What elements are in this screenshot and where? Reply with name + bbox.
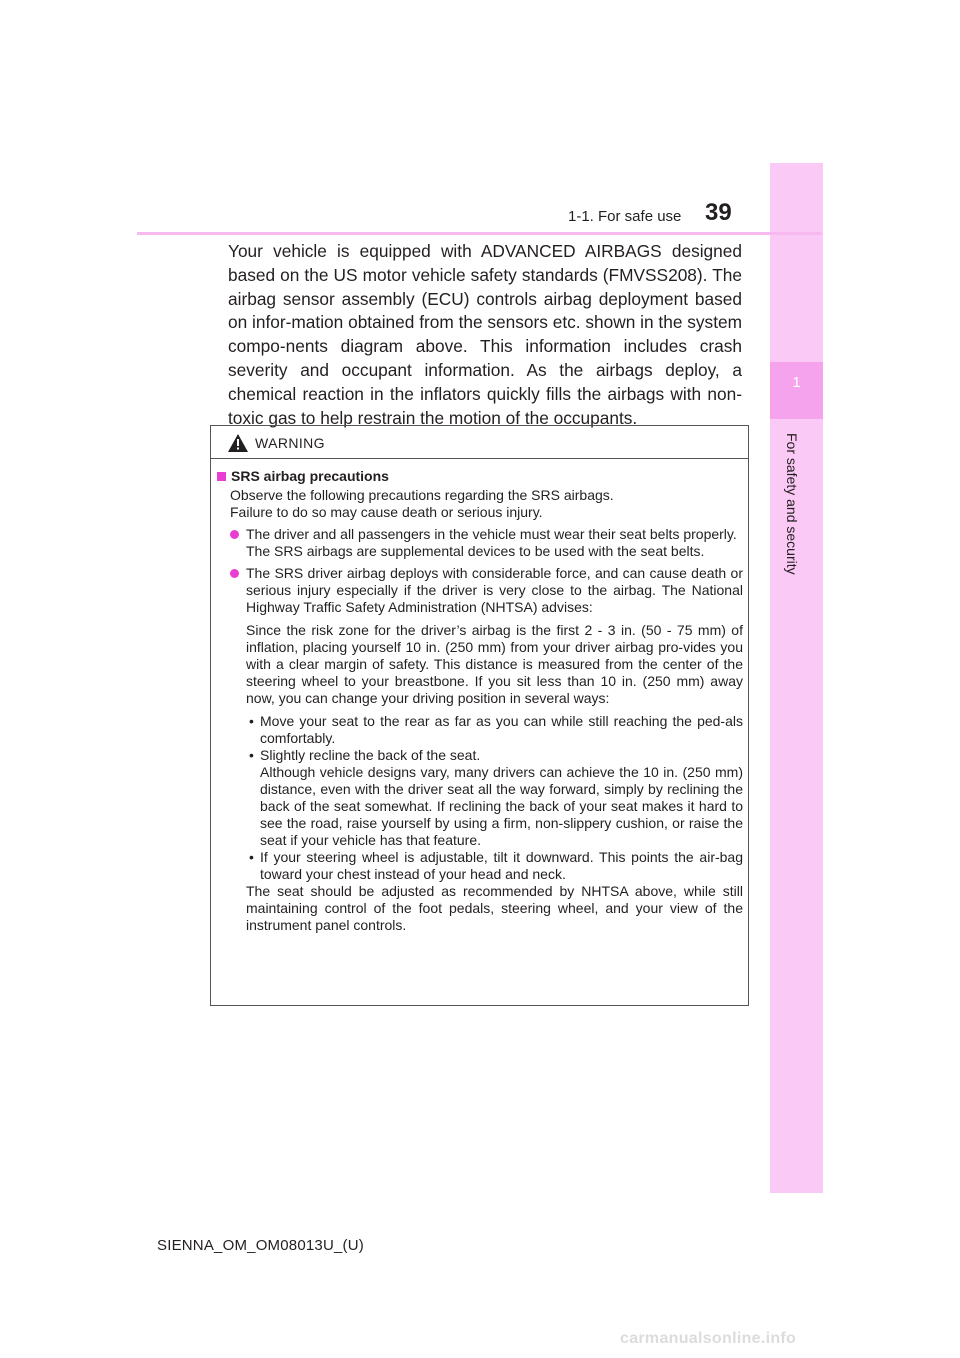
list-item — [246, 849, 743, 883]
bullet-text — [246, 565, 743, 616]
list-item-text: • If your steering wheel is adjustable, tilt it downward. This points the air-bag toward your chest instead of your head and neck. — [260, 849, 743, 882]
closing-paragraph: The seat should be adjusted as recommended by NHTSA above, while still maintaining control of the foot pedals, steering wheel, and your view of the instrument panel controls. — [246, 883, 743, 933]
circle-bullet-icon — [230, 530, 239, 539]
bullet-line: The SRS driver airbag deploys with considerable force, and can cause death or serious injury especially if the driver is very close to the airbag. The National Highway Traffic Safety Administration (NHTSA) advises: — [246, 565, 743, 615]
watermark: carmanualsonline.info — [620, 1330, 797, 1347]
bullet-text — [246, 526, 743, 560]
list-item-text: • Move your seat to the rear as far as you can while still reaching the ped-als comfortably. — [260, 713, 743, 746]
intro-paragraph: Your vehicle is equipped with ADVANCED AIRBAGS designed based on the US motor vehicle safety standards (FMVSS208). The airbag sensor assembly (ECU) controls airbag deployment based on infor-mation obtained from the sensors etc. shown in the system compo-nents diagram above. This information includes crash severity and occupant information. As the airbags deploy, a chemical reaction in the inflators quickly fills the airbags with non-toxic gas to help restrain the motion of the occupants. — [228, 241, 742, 428]
document-code: SIENNA_OM_OM08013U_(U) — [157, 1237, 364, 1254]
risk-zone-paragraph: Since the risk zone for the driver’s airbag is the first 2 - 3 in. (50 - 75 mm) of inflation, placing yourself 10 in. (250 mm) from your driver airbag pro-vides you with a clear margin of safety. This distance is measured from the center of the steering wheel to your breastbone. If you sit less than 10 in. (250 mm) away now, you can change your driving position in several ways: — [246, 622, 743, 706]
list-item — [246, 747, 743, 849]
chapter-sidebar — [770, 163, 823, 1193]
list-item-text: Although vehicle designs vary, many drivers can achieve the 10 in. (250 mm) distance, even with the driver seat all the way forward, simply by reclining the back of the seat somewhat. If reclining the back of your seat makes it hard to see the road, raise yourself by using a firm, non-slippery cushion, or raise the seat if your vehicle has that feature. — [260, 764, 743, 848]
circle-bullet-icon — [230, 569, 239, 578]
bullet-seat-belts — [217, 526, 743, 560]
precautions-intro — [230, 487, 743, 521]
bullet-line: The SRS airbags are supplemental devices to be used with the seat belts. — [246, 543, 705, 559]
precautions-intro-line: Observe the following precautions regarding the SRS airbags. — [230, 487, 614, 503]
page-number: 39 — [705, 199, 732, 226]
section-heading: 1-1. For safe use — [568, 208, 682, 225]
warning-box — [210, 425, 749, 1006]
header-rule — [137, 232, 822, 235]
list-item-text: • Slightly recline the back of the seat. — [260, 747, 481, 763]
bullet-line: The driver and all passengers in the vehicle must wear their seat belts properly. — [246, 526, 737, 542]
driving-position-list — [246, 713, 743, 883]
warning-body — [211, 468, 750, 934]
list-item — [246, 713, 743, 747]
square-bullet-icon — [217, 472, 226, 481]
warning-header — [211, 426, 748, 459]
precautions-title — [217, 468, 743, 485]
precautions-intro-line: Failure to do so may cause death or serious injury. — [230, 504, 543, 520]
bullet-driver-airbag — [217, 565, 743, 616]
warning-triangle-icon — [228, 434, 248, 452]
chapter-number: 1 — [792, 374, 801, 391]
precautions-title-text: SRS airbag precautions — [231, 468, 389, 484]
chapter-title: For safety and security — [784, 433, 800, 575]
warning-label: WARNING — [255, 435, 325, 451]
